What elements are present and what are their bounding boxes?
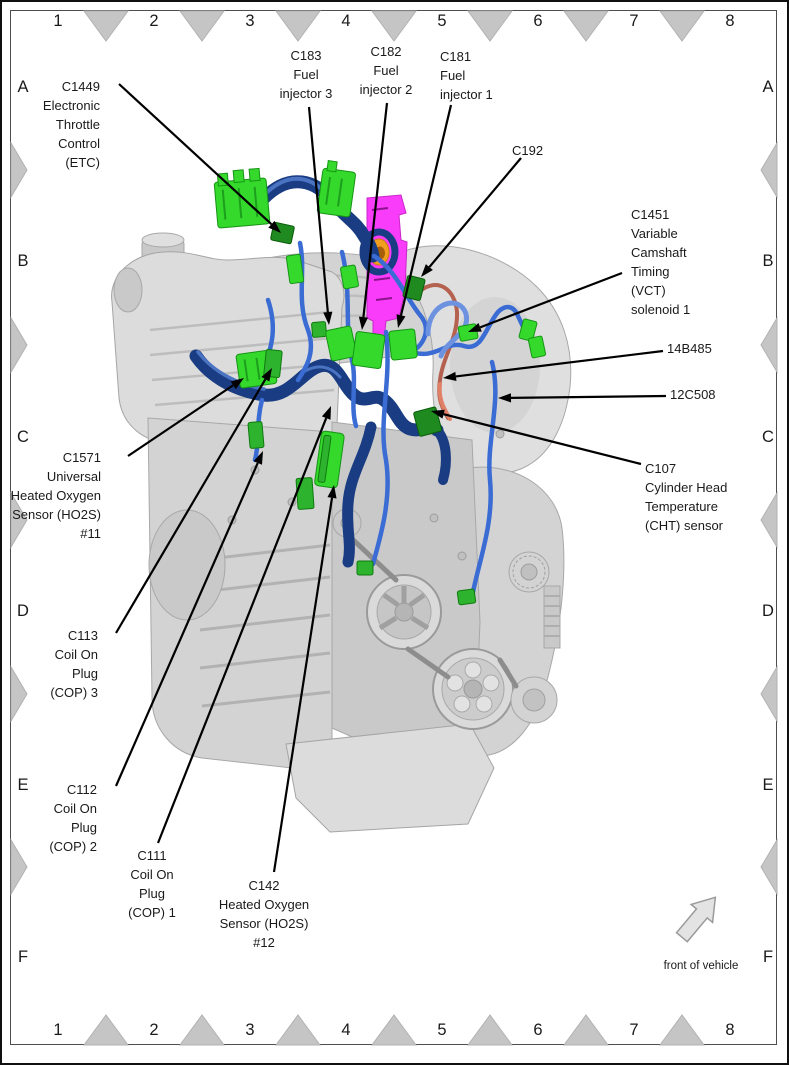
row-letter-right: C xyxy=(762,428,774,446)
callout-12C508 xyxy=(670,385,789,404)
row-letter-right: E xyxy=(762,776,774,794)
callout-line: Heated Oxygen xyxy=(10,488,101,503)
grid-triangle-bottom xyxy=(468,1015,512,1045)
callout-C1451 xyxy=(631,205,789,319)
arrowhead-C182 xyxy=(359,317,368,330)
callout-line: C1571 xyxy=(62,450,101,465)
callout-line: Throttle xyxy=(55,117,100,132)
leader-C182 xyxy=(363,103,387,317)
column-number-top: 6 xyxy=(533,12,543,30)
callout-line: Plug xyxy=(70,820,97,835)
grid-triangle-bottom xyxy=(660,1015,704,1045)
leader-C107 xyxy=(444,414,641,464)
grid-triangle-top xyxy=(180,11,224,41)
row-letter-left: F xyxy=(17,948,29,966)
grid-triangle-top xyxy=(84,11,128,41)
callout-line: C113 xyxy=(67,628,98,643)
row-letter-right: B xyxy=(762,252,774,270)
callout-line: Heated Oxygen xyxy=(218,897,310,912)
callout-14B485 xyxy=(667,339,789,358)
grid-triangle-right xyxy=(761,667,777,721)
leader-C1451 xyxy=(480,273,622,327)
column-number-top: 3 xyxy=(245,12,255,30)
arrowhead-C112 xyxy=(254,451,263,465)
leader-C183 xyxy=(309,107,328,312)
front-of-vehicle-arrow xyxy=(660,880,740,952)
callout-line: (ETC) xyxy=(65,155,100,170)
callout-line: C182 xyxy=(370,44,402,59)
callout-C181 xyxy=(440,47,610,104)
arrowhead-C142 xyxy=(327,485,336,499)
leader-C142 xyxy=(274,498,332,872)
leader-C181 xyxy=(401,105,451,315)
arrowhead-C183 xyxy=(323,312,332,325)
callout-line: Fuel xyxy=(440,68,466,83)
grid-triangle-right xyxy=(761,143,777,197)
row-letter-right: D xyxy=(762,602,774,620)
callout-line: Sensor (HO2S) xyxy=(12,507,101,522)
callout-line: injector 3 xyxy=(279,86,333,101)
grid-triangle-top xyxy=(372,11,416,41)
leader-14B485 xyxy=(456,351,663,376)
arrowhead-14B485 xyxy=(443,372,456,381)
callout-line: injector 1 xyxy=(440,87,493,102)
callout-line: Control xyxy=(58,136,100,151)
callout-line: Fuel xyxy=(293,67,319,82)
column-number-top: 2 xyxy=(149,12,159,30)
grid-triangle-bottom xyxy=(180,1015,224,1045)
leader-C113 xyxy=(116,379,265,633)
arrowhead-C113 xyxy=(261,368,272,382)
arrowhead-12C508 xyxy=(498,393,511,402)
callout-line: Electronic xyxy=(42,98,100,113)
leader-C1449 xyxy=(119,84,271,224)
callout-line: C107 xyxy=(645,461,677,476)
callout-line: Coil On xyxy=(53,801,97,816)
callout-line: 12C508 xyxy=(670,387,716,402)
callout-line: C181 xyxy=(440,49,472,64)
column-number-top: 7 xyxy=(629,12,639,30)
grid-triangle-top xyxy=(660,11,704,41)
callout-C1571 xyxy=(0,448,101,543)
callout-C1449 xyxy=(0,77,100,172)
grid-triangle-bottom xyxy=(564,1015,608,1045)
callout-line: C142 xyxy=(248,878,280,893)
callout-line: Universal xyxy=(46,469,101,484)
grid-triangle-left xyxy=(11,318,27,372)
callout-line: #11 xyxy=(80,526,101,541)
grid-triangle-top xyxy=(276,11,320,41)
callout-line: C1451 xyxy=(631,207,670,222)
arrowhead-C111 xyxy=(322,406,331,420)
callout-line: Temperature xyxy=(645,499,718,514)
row-letter-left: C xyxy=(17,428,29,446)
callout-line: solenoid 1 xyxy=(631,302,691,317)
callout-line: C1449 xyxy=(61,79,100,94)
callout-line: Sensor (HO2S) xyxy=(219,916,309,931)
callout-line: 14B485 xyxy=(667,341,712,356)
callout-C192 xyxy=(512,141,682,160)
column-number-top: 1 xyxy=(53,12,63,30)
column-number-top: 4 xyxy=(341,12,351,30)
callout-line: C183 xyxy=(290,48,322,63)
callout-line: Camshaft xyxy=(631,245,687,260)
row-letter-right: F xyxy=(762,948,774,966)
column-number-bottom: 1 xyxy=(53,1021,63,1039)
arrowhead-C1451 xyxy=(468,323,482,332)
column-number-bottom: 5 xyxy=(437,1021,447,1039)
leader-C1571 xyxy=(128,385,233,456)
callout-line: (CHT) sensor xyxy=(645,518,724,533)
row-letter-left: E xyxy=(17,776,29,794)
callout-line: Coil On xyxy=(54,647,98,662)
grid-triangle-bottom xyxy=(372,1015,416,1045)
column-number-bottom: 4 xyxy=(341,1021,351,1039)
callout-line: Coil On xyxy=(130,867,174,882)
column-number-bottom: 6 xyxy=(533,1021,543,1039)
row-letter-left: D xyxy=(17,602,29,620)
callout-line: (COP) 2 xyxy=(49,839,97,854)
arrowhead-C181 xyxy=(397,314,406,328)
column-number-bottom: 8 xyxy=(725,1021,735,1039)
callout-line: C112 xyxy=(66,782,97,797)
arrowhead-C1571 xyxy=(231,378,244,389)
grid-triangle-top xyxy=(564,11,608,41)
column-number-bottom: 2 xyxy=(149,1021,159,1039)
row-letter-right: A xyxy=(762,78,774,96)
callout-line: #12 xyxy=(253,935,275,950)
callout-line: C111 xyxy=(137,848,167,863)
column-number-bottom: 7 xyxy=(629,1021,639,1039)
row-letter-left: B xyxy=(17,252,29,270)
callout-line: Variable xyxy=(631,226,678,241)
callout-line: (VCT) xyxy=(631,283,666,298)
front-of-vehicle-label: front of vehicle xyxy=(663,960,739,972)
callout-line: (COP) 1 xyxy=(128,905,176,920)
arrowhead-C107 xyxy=(431,410,445,419)
column-number-top: 8 xyxy=(725,12,735,30)
grid-triangle-right xyxy=(761,840,777,894)
callout-C107 xyxy=(645,459,789,535)
callout-line: C192 xyxy=(512,143,544,158)
callout-line: Plug xyxy=(138,886,166,901)
callout-C142 xyxy=(179,876,349,952)
grid-triangle-bottom xyxy=(276,1015,320,1045)
callout-line: Fuel xyxy=(373,63,399,78)
callout-line: Plug xyxy=(71,666,98,681)
callout-line: Timing xyxy=(631,264,670,279)
grid-triangle-bottom xyxy=(84,1015,128,1045)
callout-line: (COP) 3 xyxy=(50,685,98,700)
row-letter-left: A xyxy=(17,78,29,96)
callout-C113 xyxy=(0,626,98,702)
leader-C192 xyxy=(429,158,521,267)
callout-line: injector 2 xyxy=(359,82,413,97)
callout-C112 xyxy=(0,780,97,856)
column-number-top: 5 xyxy=(437,12,447,30)
grid-triangle-top xyxy=(468,11,512,41)
column-number-bottom: 3 xyxy=(245,1021,255,1039)
leader-12C508 xyxy=(511,396,666,398)
callout-line: Cylinder Head xyxy=(645,480,728,495)
